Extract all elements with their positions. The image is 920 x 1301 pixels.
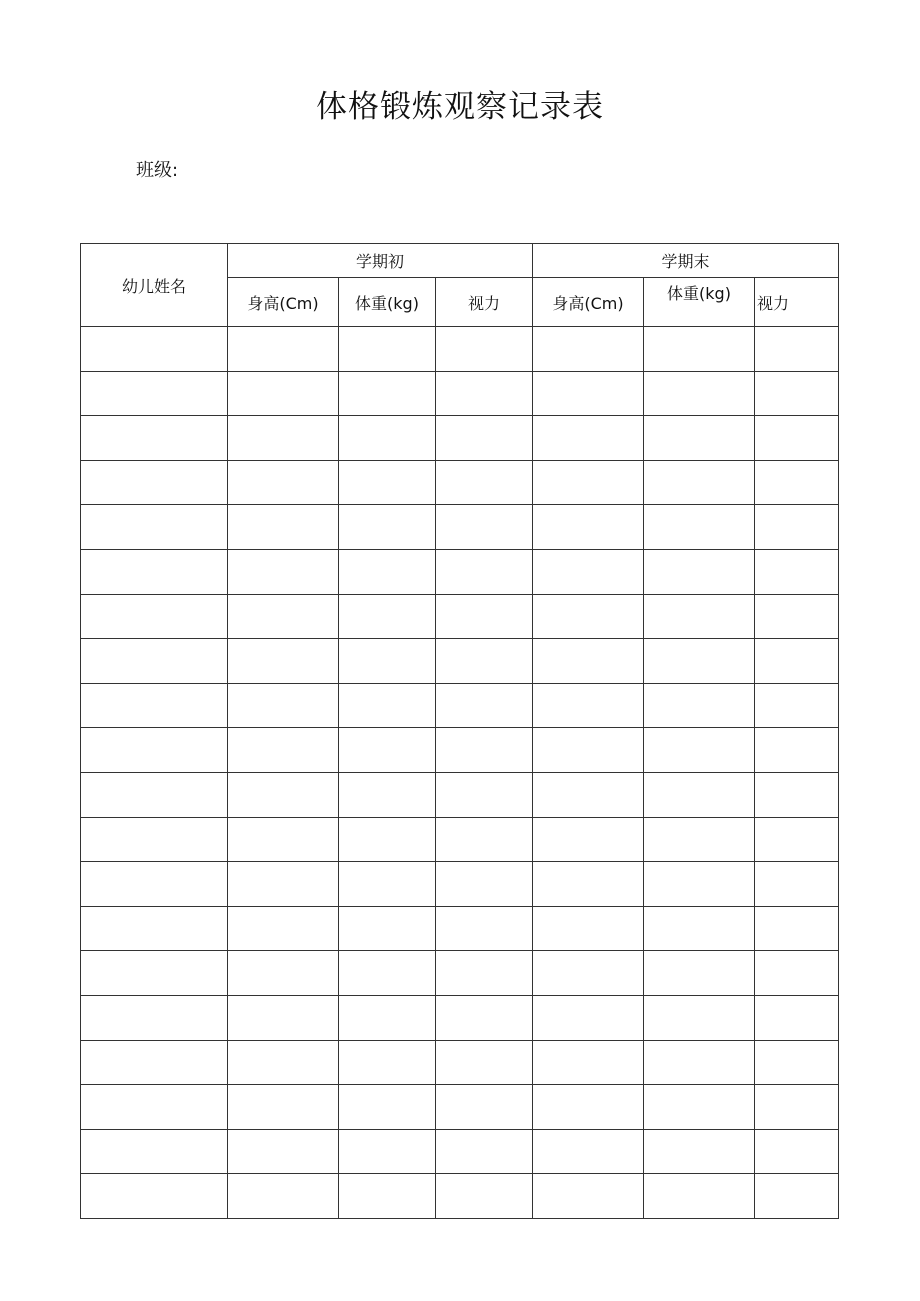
start-vision-cell[interactable]: [436, 817, 533, 862]
child-name-cell[interactable]: [81, 1174, 228, 1219]
start-vision-cell[interactable]: [436, 772, 533, 817]
start-weight-cell[interactable]: [339, 1040, 436, 1085]
start-weight-cell[interactable]: [339, 460, 436, 505]
term-start-header: 学期初: [228, 244, 533, 278]
end-vision-cell[interactable]: [755, 728, 839, 773]
start-vision-cell[interactable]: [436, 683, 533, 728]
end-weight-cell[interactable]: [644, 951, 755, 996]
end-height-cell[interactable]: [533, 817, 644, 862]
child-name-cell[interactable]: [81, 327, 228, 372]
start-vision-cell[interactable]: [436, 505, 533, 550]
start-vision-cell[interactable]: [436, 862, 533, 907]
start-weight-cell[interactable]: [339, 683, 436, 728]
term-start-vision-header: 视力: [436, 278, 533, 327]
end-vision-cell[interactable]: [755, 371, 839, 416]
start-height-cell[interactable]: [228, 639, 339, 684]
start-vision-cell[interactable]: [436, 1129, 533, 1174]
start-height-cell[interactable]: [228, 728, 339, 773]
end-vision-cell[interactable]: [755, 995, 839, 1040]
child-name-cell[interactable]: [81, 1129, 228, 1174]
child-name-cell[interactable]: [81, 639, 228, 684]
end-vision-cell[interactable]: [755, 416, 839, 461]
start-weight-cell[interactable]: [339, 906, 436, 951]
table-row: [81, 951, 839, 996]
end-weight-cell[interactable]: [644, 460, 755, 505]
end-weight-cell[interactable]: [644, 817, 755, 862]
table-row: [81, 505, 839, 550]
table-row: [81, 1129, 839, 1174]
start-weight-cell[interactable]: [339, 549, 436, 594]
table-row: [81, 1174, 839, 1219]
start-weight-cell[interactable]: [339, 371, 436, 416]
start-vision-cell[interactable]: [436, 416, 533, 461]
end-height-cell[interactable]: [533, 1129, 644, 1174]
end-height-cell[interactable]: [533, 683, 644, 728]
child-name-cell[interactable]: [81, 683, 228, 728]
end-height-cell[interactable]: [533, 549, 644, 594]
start-height-cell[interactable]: [228, 951, 339, 996]
table-row: [81, 639, 839, 684]
child-name-cell[interactable]: [81, 995, 228, 1040]
name-header: 幼儿姓名: [81, 244, 228, 327]
table-row: [81, 906, 839, 951]
start-height-cell[interactable]: [228, 327, 339, 372]
start-height-cell[interactable]: [228, 1085, 339, 1130]
end-height-cell[interactable]: [533, 416, 644, 461]
end-vision-cell[interactable]: [755, 817, 839, 862]
end-vision-cell[interactable]: [755, 549, 839, 594]
start-weight-cell[interactable]: [339, 772, 436, 817]
table-row: [81, 416, 839, 461]
end-vision-cell[interactable]: [755, 1040, 839, 1085]
end-weight-cell[interactable]: [644, 1085, 755, 1130]
start-weight-cell[interactable]: [339, 1085, 436, 1130]
table-row: [81, 371, 839, 416]
end-vision-cell[interactable]: [755, 327, 839, 372]
start-height-cell[interactable]: [228, 995, 339, 1040]
end-weight-cell[interactable]: [644, 772, 755, 817]
end-height-cell[interactable]: [533, 951, 644, 996]
start-vision-cell[interactable]: [436, 1085, 533, 1130]
child-name-cell[interactable]: [81, 505, 228, 550]
start-vision-cell[interactable]: [436, 728, 533, 773]
table-row: [81, 1085, 839, 1130]
child-name-cell[interactable]: [81, 862, 228, 907]
start-height-cell[interactable]: [228, 1129, 339, 1174]
start-weight-cell[interactable]: [339, 1129, 436, 1174]
end-height-cell[interactable]: [533, 505, 644, 550]
end-height-cell[interactable]: [533, 594, 644, 639]
start-weight-cell[interactable]: [339, 1174, 436, 1219]
start-vision-cell[interactable]: [436, 1040, 533, 1085]
record-table: [80, 243, 839, 1219]
start-height-cell[interactable]: [228, 683, 339, 728]
table-row: [81, 728, 839, 773]
end-weight-cell[interactable]: [644, 327, 755, 372]
end-weight-cell[interactable]: [644, 594, 755, 639]
end-height-cell[interactable]: [533, 1174, 644, 1219]
start-height-cell[interactable]: [228, 371, 339, 416]
end-height-cell[interactable]: [533, 906, 644, 951]
end-vision-cell[interactable]: [755, 772, 839, 817]
term-end-height-header: 身高(Cm): [533, 278, 644, 327]
start-vision-cell[interactable]: [436, 327, 533, 372]
end-height-cell[interactable]: [533, 371, 644, 416]
end-height-cell[interactable]: [533, 728, 644, 773]
start-height-cell[interactable]: [228, 1040, 339, 1085]
end-weight-cell[interactable]: [644, 683, 755, 728]
end-vision-cell[interactable]: [755, 862, 839, 907]
start-weight-cell[interactable]: [339, 594, 436, 639]
end-weight-cell[interactable]: [644, 549, 755, 594]
end-height-cell[interactable]: [533, 327, 644, 372]
child-name-cell[interactable]: [81, 817, 228, 862]
start-vision-cell[interactable]: [436, 995, 533, 1040]
end-vision-cell[interactable]: [755, 639, 839, 684]
table-row: [81, 1040, 839, 1085]
start-vision-cell[interactable]: [436, 1174, 533, 1219]
end-weight-cell[interactable]: [644, 728, 755, 773]
end-vision-cell[interactable]: [755, 594, 839, 639]
table-row: [81, 772, 839, 817]
start-height-cell[interactable]: [228, 505, 339, 550]
start-height-cell[interactable]: [228, 1174, 339, 1219]
table-row: [81, 460, 839, 505]
end-vision-cell[interactable]: [755, 1174, 839, 1219]
table-row: [81, 817, 839, 862]
start-weight-cell[interactable]: [339, 728, 436, 773]
start-weight-cell[interactable]: [339, 327, 436, 372]
child-name-cell[interactable]: [81, 1085, 228, 1130]
start-height-cell[interactable]: [228, 594, 339, 639]
start-weight-cell[interactable]: [339, 505, 436, 550]
start-height-cell[interactable]: [228, 862, 339, 907]
end-weight-cell[interactable]: [644, 906, 755, 951]
child-name-cell[interactable]: [81, 1040, 228, 1085]
child-name-cell[interactable]: [81, 772, 228, 817]
class-label: 班级:: [136, 160, 179, 181]
end-vision-cell[interactable]: [755, 906, 839, 951]
term-end-weight-label: 体重(kg): [667, 283, 731, 303]
end-vision-cell[interactable]: [755, 1129, 839, 1174]
start-weight-cell[interactable]: [339, 951, 436, 996]
end-height-cell[interactable]: [533, 1085, 644, 1130]
child-name-cell[interactable]: [81, 416, 228, 461]
table-row: [81, 549, 839, 594]
end-height-cell[interactable]: [533, 1040, 644, 1085]
child-name-cell[interactable]: [81, 906, 228, 951]
end-weight-cell[interactable]: [644, 1129, 755, 1174]
start-height-cell[interactable]: [228, 549, 339, 594]
end-weight-cell[interactable]: [644, 639, 755, 684]
end-vision-cell[interactable]: [755, 505, 839, 550]
start-height-cell[interactable]: [228, 772, 339, 817]
end-vision-cell[interactable]: [755, 951, 839, 996]
start-vision-cell[interactable]: [436, 549, 533, 594]
table-row: [81, 862, 839, 907]
end-height-cell[interactable]: [533, 862, 644, 907]
start-weight-cell[interactable]: [339, 862, 436, 907]
end-height-cell[interactable]: [533, 639, 644, 684]
start-vision-cell[interactable]: [436, 951, 533, 996]
term-end-weight-header: [644, 278, 755, 327]
end-weight-cell[interactable]: [644, 416, 755, 461]
start-weight-cell[interactable]: [339, 995, 436, 1040]
start-weight-cell[interactable]: [339, 416, 436, 461]
table-row: [81, 683, 839, 728]
table-row: [81, 995, 839, 1040]
term-start-weight-header: 体重(kg): [339, 278, 436, 327]
child-name-cell[interactable]: [81, 549, 228, 594]
start-vision-cell[interactable]: [436, 906, 533, 951]
term-end-header: 学期末: [533, 244, 839, 278]
start-weight-cell[interactable]: [339, 639, 436, 684]
child-name-cell[interactable]: [81, 371, 228, 416]
page-title: 体格锻炼观察记录表: [316, 89, 604, 125]
end-weight-cell[interactable]: [644, 1040, 755, 1085]
start-height-cell[interactable]: [228, 460, 339, 505]
end-weight-cell[interactable]: [644, 371, 755, 416]
end-vision-cell[interactable]: [755, 460, 839, 505]
end-height-cell[interactable]: [533, 772, 644, 817]
record-table-body: [81, 327, 839, 1219]
child-name-cell[interactable]: [81, 728, 228, 773]
end-weight-cell[interactable]: [644, 1174, 755, 1219]
end-vision-cell[interactable]: [755, 683, 839, 728]
start-vision-cell[interactable]: [436, 594, 533, 639]
start-height-cell[interactable]: [228, 817, 339, 862]
term-end-vision-header: 视力: [755, 278, 839, 327]
start-height-cell[interactable]: [228, 416, 339, 461]
table-row: [81, 327, 839, 372]
child-name-cell[interactable]: [81, 594, 228, 639]
end-weight-cell[interactable]: [644, 505, 755, 550]
end-vision-cell[interactable]: [755, 1085, 839, 1130]
start-vision-cell[interactable]: [436, 639, 533, 684]
start-height-cell[interactable]: [228, 906, 339, 951]
end-height-cell[interactable]: [533, 995, 644, 1040]
start-weight-cell[interactable]: [339, 817, 436, 862]
child-name-cell[interactable]: [81, 951, 228, 996]
end-weight-cell[interactable]: [644, 995, 755, 1040]
end-height-cell[interactable]: [533, 460, 644, 505]
child-name-cell[interactable]: [81, 460, 228, 505]
table-row: [81, 594, 839, 639]
end-weight-cell[interactable]: [644, 862, 755, 907]
term-start-height-header: 身高(Cm): [228, 278, 339, 327]
start-vision-cell[interactable]: [436, 371, 533, 416]
start-vision-cell[interactable]: [436, 460, 533, 505]
